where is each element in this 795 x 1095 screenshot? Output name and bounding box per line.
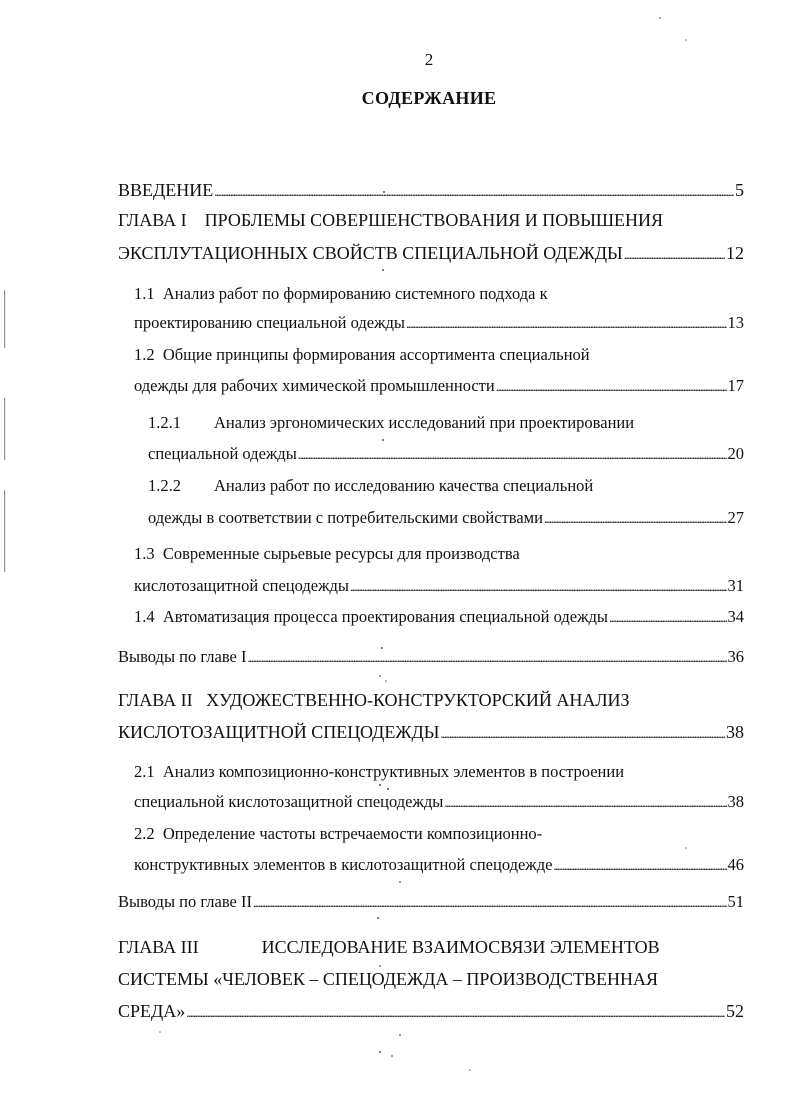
toc-leader: [553, 851, 726, 880]
toc-entry-s1-2-2-line2: [148, 504, 744, 532]
toc-entry-ch3-line1: [118, 933, 660, 961]
scan-speck: [379, 675, 381, 677]
toc-leader: [440, 718, 725, 748]
toc-entry-ch1-line1: [118, 206, 663, 234]
toc-leader: [624, 239, 725, 269]
toc-page-number: 27: [727, 508, 744, 527]
toc-page-number: 20: [727, 444, 744, 463]
toc-page-number: 38: [726, 722, 744, 742]
toc-entry-text: 1.2.2 Анализ работ по исследованию качества специальной: [148, 476, 594, 495]
toc-entry-text: специальной кислотозащитной спецодежды: [134, 792, 444, 811]
toc-entry-s1-1-line2: [134, 309, 744, 337]
toc-entry-s1-2-line1: [134, 341, 590, 369]
toc-entry-text: 1.4 Автоматизация процесса проектирования специальной одежды: [134, 607, 609, 626]
toc-leader: [544, 504, 727, 533]
toc-leader: [214, 176, 734, 206]
toc-entry-text: Выводы по главе II: [118, 892, 252, 911]
scan-edge-mark: [4, 490, 5, 572]
toc-leader: [444, 788, 726, 817]
toc-entry-text: 1.3 Современные сырьевые ресурсы для производства: [134, 544, 520, 563]
toc-leader: [247, 643, 726, 672]
toc-entry-s2-2-line2: [134, 851, 744, 879]
toc-entry-text: 1.1 Анализ работ по формированию системного подхода к: [134, 284, 548, 303]
toc-entry-s2-1-line2: [134, 788, 744, 816]
toc-entry-text: кислотозащитной спецодежды: [134, 576, 349, 595]
scan-speck: [385, 680, 387, 682]
toc-page-number: 34: [727, 607, 744, 626]
toc-entry-ch3-line2: [118, 965, 658, 993]
toc-leader: [298, 440, 727, 469]
toc-leader: [350, 572, 727, 601]
toc-entry-s1-3-line2: [134, 572, 744, 600]
toc-entry-text: 1.2 Общие принципы формирования ассортимента специальной: [134, 345, 590, 364]
scan-speck: [382, 269, 384, 271]
toc-page-number: 17: [727, 376, 744, 395]
toc-page-number: 36: [727, 647, 744, 666]
toc-entry-s2-2-line1: [134, 820, 542, 848]
scan-speck: [399, 881, 401, 883]
toc-entry-s1-2-1-line2: [148, 440, 744, 468]
toc-entry-s1-2-2-line1: [148, 472, 593, 500]
scan-speck: [685, 847, 687, 849]
toc-entry-text: КИСЛОТОЗАЩИТНОЙ СПЕЦОДЕЖДЫ: [118, 722, 440, 742]
toc-entry-intro: [118, 176, 744, 204]
toc-entry-s2-1-line1: [134, 758, 624, 786]
scan-edge-mark: [4, 398, 5, 460]
toc-entry-concl2: [118, 888, 744, 916]
scan-speck: [659, 17, 661, 19]
toc-entry-ch3-line3: [118, 997, 744, 1025]
toc-page-number: 12: [726, 243, 744, 263]
toc-page-number: 51: [727, 892, 744, 911]
toc-title: СОДЕРЖАНИЕ: [361, 88, 497, 108]
toc-entry-ch1-line2: [118, 239, 744, 267]
scan-speck: [685, 39, 687, 41]
toc-entry-text: ГЛАВА II ХУДОЖЕСТВЕННО-КОНСТРУКТОРСКИЙ АНАЛИЗ: [118, 690, 630, 710]
toc-entry-text: 2.1 Анализ композиционно-конструктивных элементов в построении: [134, 762, 625, 781]
toc-entry-text: одежды в соответствии с потребительскими свойствами: [148, 508, 543, 527]
toc-entry-text: 1.2.1 Анализ эргономических исследований при проектировании: [148, 413, 635, 432]
toc-entry-text: специальной одежды: [148, 444, 297, 463]
scan-edge-mark: [4, 290, 5, 348]
toc-entry-text: ГЛАВА III ИССЛЕДОВАНИЕ ВЗАИМОСВЯЗИ ЭЛЕМЕНТОВ: [118, 937, 660, 957]
toc-entry-ch2-line2: [118, 718, 744, 746]
toc-entry-text: СРЕДА»: [118, 1001, 186, 1021]
scan-speck: [391, 1055, 393, 1057]
toc-entry-text: одежды для рабочих химической промышленности: [134, 376, 495, 395]
toc-leader: [186, 997, 725, 1027]
scan-speck: [159, 1031, 161, 1033]
toc-entry-ch2-line1: [118, 686, 630, 714]
toc-entry-text: ВВЕДЕНИЕ: [118, 180, 214, 200]
scan-speck: [379, 1051, 381, 1053]
toc-entry-s1-2-line2: [134, 372, 744, 400]
scan-speck: [469, 1069, 471, 1071]
toc-entry-s1-2-1-line1: [148, 409, 634, 437]
toc-leader: [496, 372, 727, 401]
toc-page-number: 52: [726, 1001, 744, 1021]
toc-entry-text: СИСТЕМЫ «ЧЕЛОВЕК – СПЕЦОДЕЖДА – ПРОИЗВОДСТВЕННАЯ: [118, 969, 659, 989]
toc-entry-text: ГЛАВА I ПРОБЛЕМЫ СОВЕРШЕНСТВОВАНИЯ И ПОВЫШЕНИЯ: [118, 210, 664, 230]
toc-entry-text: проектированию специальной одежды: [134, 313, 405, 332]
toc-page-number: 13: [727, 313, 744, 332]
toc-entry-text: конструктивных элементов в кислотозащитной спецодежде: [134, 855, 553, 874]
page-number: 2: [424, 50, 434, 69]
toc-entry-s1-3-line1: [134, 540, 520, 568]
toc-page-number: 46: [727, 855, 744, 874]
toc-entry-text: 2.2 Определение частоты встречаемости композиционно-: [134, 824, 543, 843]
toc-entry-s1-4: [134, 603, 744, 631]
toc-leader: [609, 603, 726, 632]
toc-leader: [406, 309, 727, 338]
scan-speck: [377, 917, 379, 919]
toc-entry-concl1: [118, 643, 744, 671]
toc-page-number: 5: [735, 180, 744, 200]
scan-speck: [399, 1034, 401, 1036]
toc-entry-text: ЭКСПЛУТАЦИОННЫХ СВОЙСТВ СПЕЦИАЛЬНОЙ ОДЕЖДЫ: [118, 243, 623, 263]
toc-page-number: 38: [727, 792, 744, 811]
toc-entry-s1-1-line1: [134, 280, 548, 308]
toc-page-number: 31: [727, 576, 744, 595]
toc-entry-text: Выводы по главе I: [118, 647, 247, 666]
toc-leader: [253, 888, 727, 917]
